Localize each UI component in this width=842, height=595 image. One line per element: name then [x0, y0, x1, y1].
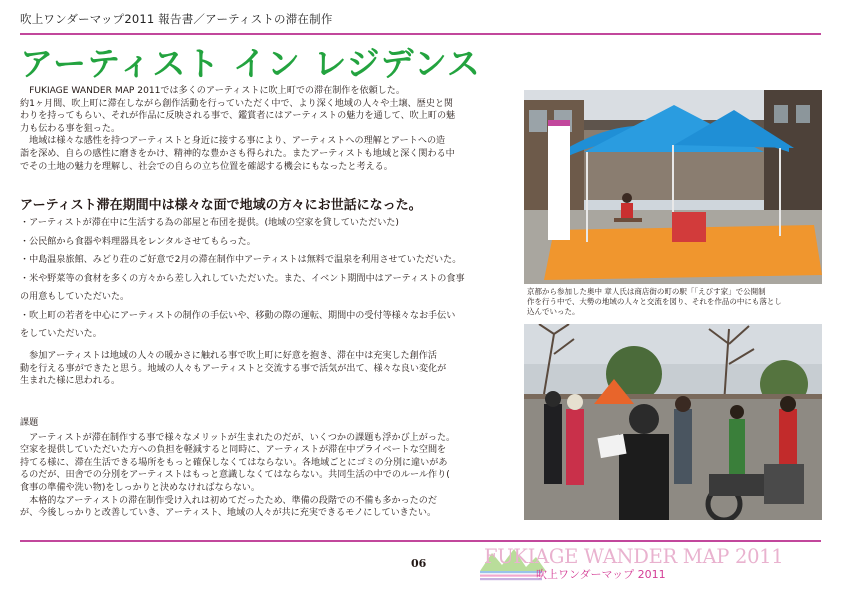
intro-line: 詣を深め、自らの感性に磨きをかけ、精神的な豊かさも得られた。またアーティストも地域と深く関わる中 — [20, 148, 455, 159]
list-item: ・吹上町の若者を中心にアーティストの制作の手伝いや、移動の際の運転、期間中の受付等様々なお手伝い — [20, 310, 456, 321]
issue-line: アーティストが滞在制作する事で様々なメリットが生まれたのだが、いくつかの課題も浮かび上がった。 — [20, 432, 456, 443]
logo-text-japanese: 吹上ワンダーマップ 2011 — [536, 568, 666, 581]
list-item: ・米や野菜等の食材を多くの方々から差し入れしていただいた。また、イベント期間中はアーティストの食事 — [20, 273, 465, 284]
footer-rule — [20, 540, 821, 542]
closing-line: 生まれた様に思われる。 — [20, 376, 121, 387]
closing-line: 参加アーティストは地域の人々の暖かさに触れる事で吹上町に好意を抱き、滞在中は充実した創作活 — [20, 351, 437, 361]
section-subheading: アーティスト滞在期間中は様々な面で地域の方々にお世話になった。 — [20, 198, 422, 213]
list-item: ・公民館から食器や料理器具をレンタルさせてもらった。 — [20, 236, 256, 247]
support-list — [20, 214, 514, 344]
issue-line: 食事の準備や洗い物)をしっかりと決めなければならない。 — [20, 482, 260, 493]
closing-paragraph — [20, 350, 514, 388]
issue-line: るのだが、田舎での分別をアーティストはもっと意識しなくてはならない。共同生活の中でのルール作り( — [20, 470, 450, 481]
issues-section — [20, 417, 514, 520]
photo-public-production — [524, 90, 822, 284]
intro-line: 地域は様々な感性を持つアーティストと身近に接する事により、アーティストへの理解とアートへの造 — [20, 136, 446, 147]
logo-text-english: FUKIAGE WANDER MAP 2011 — [484, 545, 784, 568]
intro-line: 力も伝わる事を狙った。 — [20, 123, 121, 134]
page-title: アーティスト イン レジデンス — [20, 44, 481, 83]
header-rule — [20, 33, 821, 35]
photo-caption — [527, 287, 822, 316]
intro-line: でその土地の魅力を理解し、社会での自らの立ち位置を確認する機会にもなったと考える。 — [20, 161, 393, 172]
page-number: 06 — [411, 557, 427, 570]
list-item: をしていただいた。 — [20, 329, 102, 339]
intro-line: わりを持ってもらい、それが作品に反映される事で、鑑賞者にはアーティストの魅力を通して、吹上町の魅 — [20, 111, 456, 122]
gathering-scene-illustration — [524, 324, 822, 520]
closing-line: 動を行える事ができたと思う。地域の人々もアーティストと交流する事で活気が出て、様々な良い変化が — [20, 363, 447, 374]
tent-scene-illustration — [524, 90, 822, 284]
issue-line: 本格的なアーティストの滞在制作受け入れは初めてだったため、準備の段階での不備も多かったのだ — [20, 495, 437, 506]
caption-line: 京都から参加した奥中 章人氏は商店街の町の駅「「えびす家」で公開制 — [527, 287, 766, 296]
list-item: ・中島温泉旅館、みどり荘のご好意で2月の滞在制作中アーティストは無料で温泉を利用させていただいた。 — [20, 255, 462, 265]
issue-line: 持てる様に、滞在生活できる場所をもっと確保しなくてはならない。各地域ごとにゴミの分別に違いがあ — [20, 457, 448, 468]
list-item: ・アーティストが滞在中に生活する為の部屋と布団を提供。(地域の空家を貸していただいた) — [20, 218, 399, 228]
photo-community-gathering — [524, 324, 822, 520]
caption-line: 作を行う中で、大勢の地域の人々と交流を図り、それを作品の中にも落とし — [527, 296, 782, 306]
issue-line: が、今後しっかりと改善していき、アーティスト、地域の人々が共に充実できるモノにしていきたい。 — [20, 508, 437, 519]
issues-heading: 課題 — [20, 418, 39, 428]
issue-line: 空家を提供していただいた方への負担を軽減すると同時に、アーティストが滞在中プライベートな空間を — [20, 445, 447, 456]
header-title: 吹上ワンダーマップ2011 報告書／アーティストの滞在制作 — [20, 12, 333, 26]
caption-line: 込んでいった。 — [527, 306, 580, 316]
intro-paragraph — [20, 85, 514, 173]
intro-line: FUKIAGE WANDER MAP 2011では多くのアーティストに吹上町での滞在制作を依頼した。 — [20, 86, 405, 96]
list-item: の用意もしていただいた。 — [20, 292, 130, 302]
intro-line: 約1ヶ月間、吹上町に滞在しながら創作活動を行っていただく中で、より深く地域の人々や土壌、歴史と関 — [20, 98, 454, 109]
